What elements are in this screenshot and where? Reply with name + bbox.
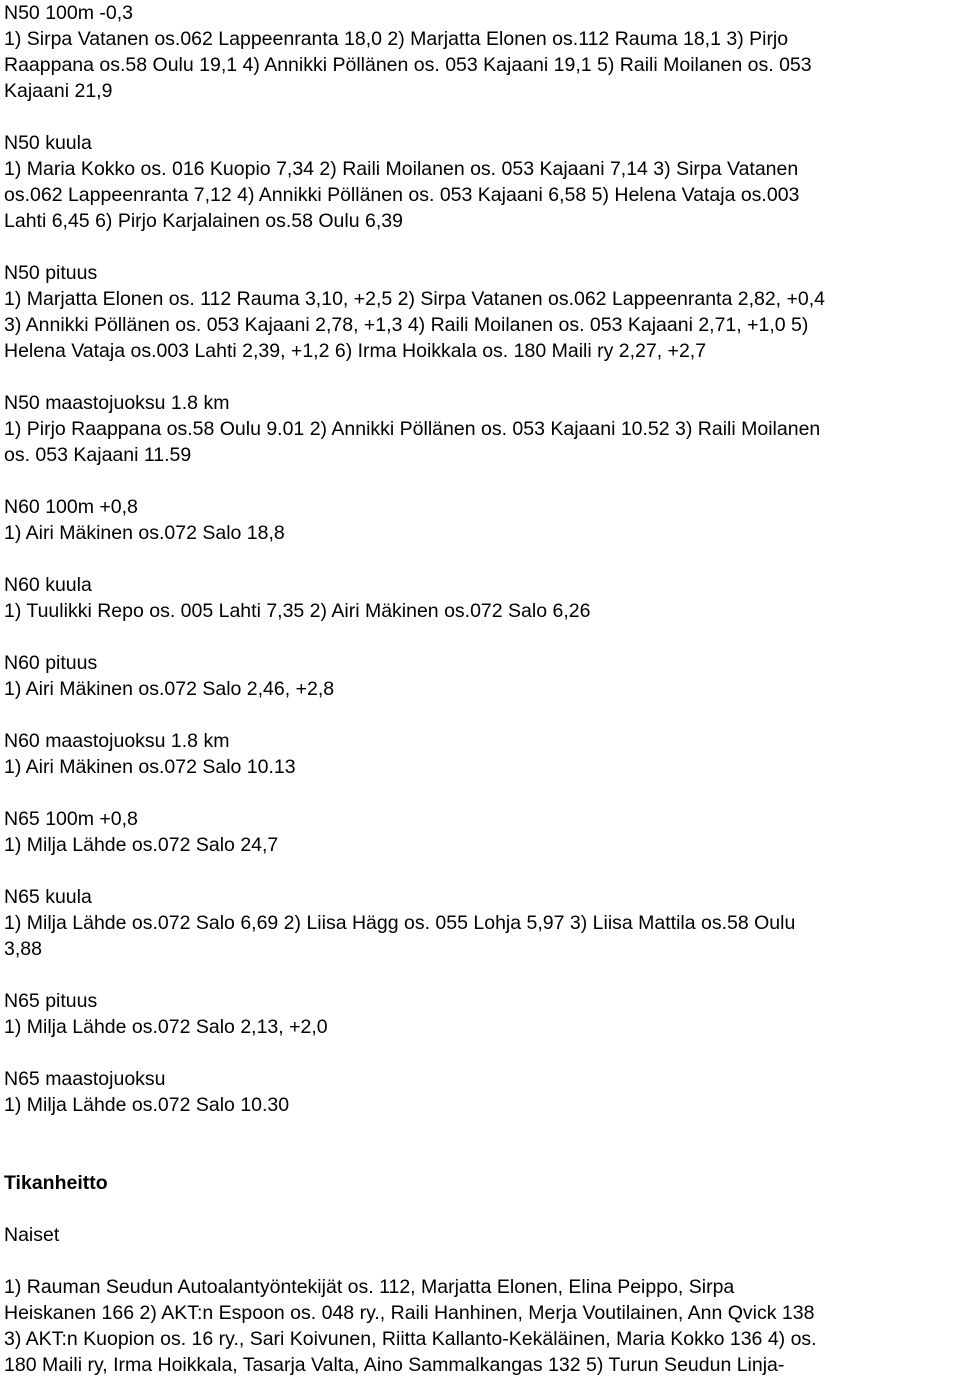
section-heading: N65 100m +0,8: [4, 808, 138, 830]
result-line: 1) Sirpa Vatanen os.062 Lappeenranta 18,0 2) Marjatta Elonen os.112 Rauma 18,1 3) Pirjo: [4, 28, 789, 50]
results-section-n60-maastojuoksu: [4, 728, 956, 780]
document-page: [4, 0, 956, 1378]
result-line: os.062 Lappeenranta 7,12 4) Annikki Pöllänen os. 053 Kajaani 6,58 5) Helena Vataja os.003: [4, 184, 800, 206]
result-line: Lahti 6,45 6) Pirjo Karjalainen os.58 Oulu 6,39: [4, 210, 403, 232]
section-heading: N50 maastojuoksu 1.8 km: [4, 392, 230, 414]
result-line: 1) Tuulikki Repo os. 005 Lahti 7,35 2) Airi Mäkinen os.072 Salo 6,26: [4, 600, 591, 622]
results-section-n50-kuula: [4, 130, 956, 234]
result-line: 1) Airi Mäkinen os.072 Salo 2,46, +2,8: [4, 678, 335, 700]
result-line: 1) Pirjo Raappana os.58 Oulu 9.01 2) Annikki Pöllänen os. 053 Kajaani 10.52 3) Raili Moilanen: [4, 418, 821, 440]
results-section-n65-maastojuoksu: [4, 1066, 956, 1118]
tikanheitto-title: Tikanheitto: [4, 1172, 108, 1194]
result-line: 180 Maili ry, Irma Hoikkala, Tasarja Valta, Aino Sammalkangas 132 5) Turun Seudun Linja-: [4, 1354, 785, 1376]
result-line: 3) Annikki Pöllänen os. 053 Kajaani 2,78, +1,3 4) Raili Moilanen os. 053 Kajaani 2,71, +1,0 5): [4, 314, 809, 336]
result-line: Helena Vataja os.003 Lahti 2,39, +1,2 6) Irma Hoikkala os. 180 Maili ry 2,27, +2,7: [4, 340, 707, 362]
section-heading: N60 maastojuoksu 1.8 km: [4, 730, 230, 752]
results-section-n65-pituus: [4, 988, 956, 1040]
results-section-n60-pituus: [4, 650, 956, 702]
section-heading: N60 kuula: [4, 574, 92, 596]
result-line: Kajaani 21,9: [4, 80, 113, 102]
results-section-n60-100m: [4, 494, 956, 546]
result-line: 3) AKT:n Kuopion os. 16 ry., Sari Koivunen, Riitta Kallanto-Kekäläinen, Maria Kokko 136 4) os.: [4, 1328, 817, 1350]
result-line: Raappana os.58 Oulu 19,1 4) Annikki Pöllänen os. 053 Kajaani 19,1 5) Raili Moilanen os. 053: [4, 54, 812, 76]
results-section-n50-pituus: [4, 260, 956, 364]
section-heading: N50 pituus: [4, 262, 98, 284]
result-line: 1) Milja Lähde os.072 Salo 2,13, +2,0: [4, 1016, 328, 1038]
tikanheitto-subtitle: Naiset: [4, 1224, 60, 1246]
result-line: os. 053 Kajaani 11.59: [4, 444, 192, 466]
section-heading: N65 pituus: [4, 990, 98, 1012]
section-heading: N50 100m -0,3: [4, 2, 133, 24]
result-line: 1) Airi Mäkinen os.072 Salo 10.13: [4, 756, 296, 778]
result-line: 1) Airi Mäkinen os.072 Salo 18,8: [4, 522, 285, 544]
result-line: 1) Milja Lähde os.072 Salo 6,69 2) Liisa Hägg os. 055 Lohja 5,97 3) Liisa Mattila os.58 Oulu: [4, 912, 796, 934]
results-section-n65-100m: [4, 806, 956, 858]
result-line: 1) Rauman Seudun Autoalantyöntekijät os. 112, Marjatta Elonen, Elina Peippo, Sirpa: [4, 1276, 735, 1298]
results-section-n50-maastojuoksu: [4, 390, 956, 468]
result-line: 1) Maria Kokko os. 016 Kuopio 7,34 2) Raili Moilanen os. 053 Kajaani 7,14 3) Sirpa Vatanen: [4, 158, 799, 180]
section-heading: N60 100m +0,8: [4, 496, 138, 518]
tikanheitto-section: [4, 1170, 956, 1378]
result-line: 1) Milja Lähde os.072 Salo 10.30: [4, 1094, 290, 1116]
results-section-n60-kuula: [4, 572, 956, 624]
result-line: 3,88: [4, 938, 42, 960]
result-line: 1) Marjatta Elonen os. 112 Rauma 3,10, +2,5 2) Sirpa Vatanen os.062 Lappeenranta 2,82, +0,4: [4, 288, 826, 310]
results-section-n65-kuula: [4, 884, 956, 962]
section-heading: N65 maastojuoksu: [4, 1068, 166, 1090]
result-line: Heiskanen 166 2) AKT:n Espoon os. 048 ry., Raili Hanhinen, Merja Voutilainen, Ann Qvick 138: [4, 1302, 815, 1324]
section-heading: N60 pituus: [4, 652, 98, 674]
section-heading: N50 kuula: [4, 132, 92, 154]
results-section-n50-100m: [4, 0, 956, 104]
section-heading: N65 kuula: [4, 886, 92, 908]
result-line: 1) Milja Lähde os.072 Salo 24,7: [4, 834, 279, 856]
